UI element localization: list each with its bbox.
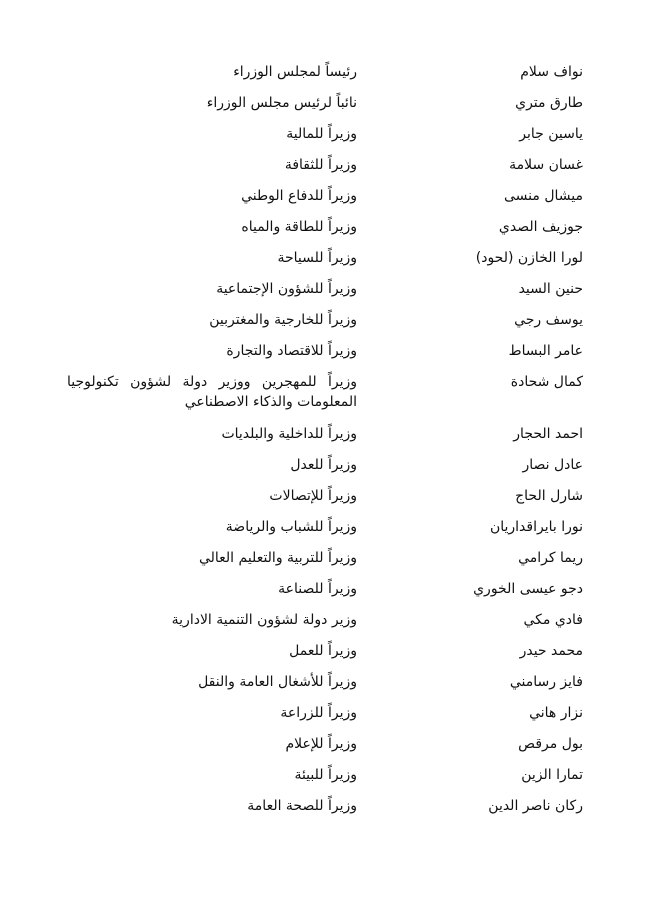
minister-role: وزيراً للأشغال العامة والنقل xyxy=(198,674,357,690)
minister-role: وزيراً للصحة العامة xyxy=(247,798,357,814)
minister-role: وزير دولة لشؤون التنمية الادارية xyxy=(171,612,357,628)
minister-name: ريما كرامي xyxy=(518,550,583,566)
minister-row xyxy=(0,93,667,117)
minister-role: وزيراً للطاقة والمياه xyxy=(241,219,357,235)
minister-name: تمارا الزين xyxy=(521,767,583,783)
minister-name: كمال شحادة xyxy=(510,374,583,390)
minister-name: فايز رسامني xyxy=(509,674,583,690)
minister-row xyxy=(0,424,667,448)
minister-row xyxy=(0,186,667,210)
minister-name: فادي مكي xyxy=(523,612,583,628)
minister-name: نواف سلام xyxy=(520,64,583,80)
minister-row xyxy=(0,248,667,272)
minister-name: دجو عيسى الخوري xyxy=(473,581,583,597)
minister-row xyxy=(0,279,667,303)
minister-name: يوسف رجي xyxy=(514,312,583,328)
minister-name: ميشال منسى xyxy=(504,188,583,204)
minister-row xyxy=(0,796,667,820)
minister-row xyxy=(0,703,667,727)
minister-row xyxy=(0,62,667,86)
minister-role: وزيراً للزراعة xyxy=(280,705,357,721)
minister-role: وزيراً للداخلية والبلديات xyxy=(221,426,357,442)
minister-row xyxy=(0,610,667,634)
minister-row xyxy=(0,310,667,334)
minister-row xyxy=(0,734,667,758)
minister-name: محمد حيدر xyxy=(519,643,583,659)
minister-role: وزيراً للإعلام xyxy=(285,736,357,752)
minister-row xyxy=(0,579,667,603)
minister-role: وزيراً للشباب والرياضة xyxy=(225,519,357,535)
minister-name: عادل نصار xyxy=(522,457,583,473)
minister-row xyxy=(0,641,667,665)
minister-row xyxy=(0,217,667,241)
minister-row xyxy=(0,486,667,510)
minister-role: وزيراً للاقتصاد والتجارة xyxy=(226,343,357,359)
minister-name: احمد الحجار xyxy=(513,426,583,442)
minister-name: لورا الخازن (لحود) xyxy=(475,250,583,266)
minister-name: غسان سلامة xyxy=(509,157,583,173)
minister-name: حنين السيد xyxy=(518,281,583,297)
minister-role: وزيراً للمالية xyxy=(286,126,357,142)
minister-name: شارل الحاج xyxy=(515,488,583,504)
minister-role: وزيراً للصناعة xyxy=(278,581,357,597)
minister-name: ياسين جابر xyxy=(519,126,583,142)
minister-name: جوزيف الصدي xyxy=(498,219,583,235)
minister-row xyxy=(0,341,667,365)
minister-role: وزيراً للدفاع الوطني xyxy=(241,188,357,204)
minister-role: وزيراً للثقافة xyxy=(284,157,357,173)
minister-name: طارق متري xyxy=(515,95,583,111)
minister-row xyxy=(0,372,667,416)
minister-row xyxy=(0,455,667,479)
minister-row xyxy=(0,548,667,572)
minister-role: وزيراً للإتصالات xyxy=(269,488,357,504)
minister-row xyxy=(0,517,667,541)
minister-name: عامر البساط xyxy=(508,343,583,359)
minister-role: وزيراً للعدل xyxy=(290,457,357,473)
minister-role: وزيراً للخارجية والمغتربين xyxy=(209,312,357,328)
minister-row xyxy=(0,124,667,148)
minister-row xyxy=(0,155,667,179)
minister-role: وزيراً للبيئة xyxy=(294,767,357,783)
minister-row xyxy=(0,672,667,696)
minister-name: ركان ناصر الدين xyxy=(488,798,583,814)
minister-role: رئيساً لمجلس الوزراء xyxy=(233,64,357,80)
minister-name: بول مرقص xyxy=(518,736,583,752)
minister-name: نزار هاني xyxy=(529,705,583,721)
minister-role: وزيراً للتربية والتعليم العالي xyxy=(198,550,357,566)
minister-role: وزيراً للسياحة xyxy=(277,250,357,266)
minister-role: وزيراً للشؤون الإجتماعية xyxy=(216,281,357,297)
minister-role: وزيراً للعمل xyxy=(289,643,357,659)
minister-role: وزيراً للمهجرين ووزير دولة لشؤون تكنولوجيا المعلومات والذكاء الاصطناعي xyxy=(67,374,357,410)
minister-role: نائباً لرئيس مجلس الوزراء xyxy=(206,95,357,111)
minister-name: نورا بايراقداريان xyxy=(489,519,583,535)
minister-row xyxy=(0,765,667,789)
